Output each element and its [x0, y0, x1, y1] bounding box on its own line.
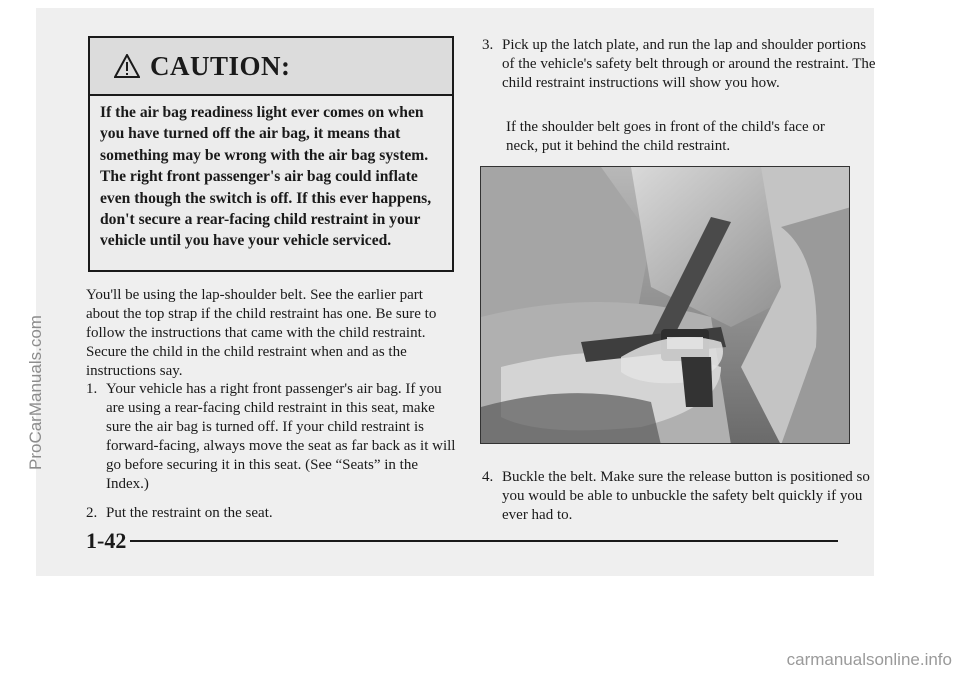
step-text: Pick up the latch plate, and run the lap and shoulder portions of the vehicle's safety belt through or around the restraint. The child restraint instructions will show you how. — [502, 37, 876, 91]
intro-paragraph: You'll be using the lap-shoulder belt. See the earlier part about the top strap if the child restraint has one. Be sure to follow the instructions that came with the child restraint. Secure the child in the child restraint when and as the instructions say. — [86, 287, 437, 379]
footer-rule — [130, 540, 838, 542]
step-2 — [86, 504, 458, 523]
seat-belt-illustration — [481, 167, 850, 444]
step-number: 3. — [482, 37, 494, 53]
caution-text: If the air bag readiness light ever comes on when you have turned off the air bag, it means that something may be wrong with the air bag system. The right front passenger's air bag could inflate even though the switch is off. If this ever happens, don't secure a rear-facing child restraint in your vehicle until you have your vehicle serviced. — [100, 104, 432, 250]
step-text: Your vehicle has a right front passenger's air bag. If you are using a rear-facing child restraint in this seat, make sure the air bag is turned off. If your child restraint is forward-facing, always move the seat as far back as it will go before securing it in this seat. (See “Seats” in the Index.) — [106, 381, 456, 492]
step-1 — [86, 380, 458, 494]
bottom-watermark: carmanualsonline.info — [786, 650, 952, 669]
side-watermark: ProCarManuals.com — [26, 315, 45, 470]
step-text: Put the restraint on the seat. — [106, 505, 273, 521]
page-number: 1-42 — [86, 528, 127, 553]
step-number: 4. — [482, 469, 494, 485]
caution-box — [88, 36, 454, 272]
step-3 — [482, 36, 877, 93]
step-number: 1. — [86, 381, 98, 397]
child-restraint-photo — [480, 166, 850, 444]
steps-list-left — [86, 380, 458, 533]
caution-title: CAUTION: — [150, 50, 291, 81]
step-3-note: If the shoulder belt goes in front of the child's face or neck, put it behind the child restraint. — [506, 119, 825, 154]
step-text: Buckle the belt. Make sure the release button is positioned so you would be able to unbuckle the safety belt quickly if you ever had to. — [502, 469, 870, 523]
step-4 — [482, 468, 877, 525]
step-number: 2. — [86, 505, 98, 521]
caution-header — [90, 38, 452, 96]
warning-triangle-icon — [114, 54, 140, 78]
